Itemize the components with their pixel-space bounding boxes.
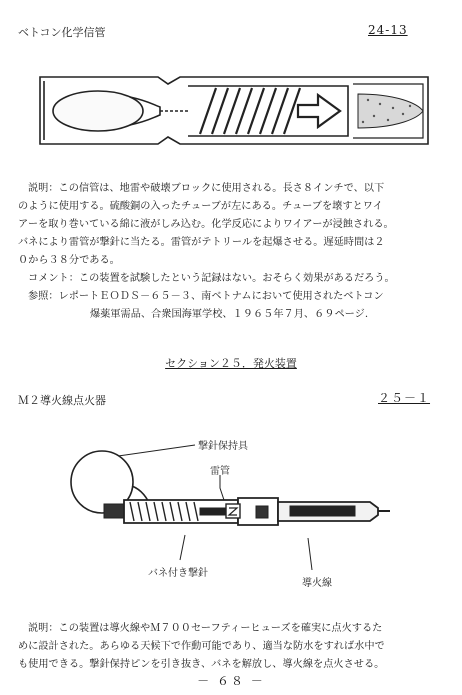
chemical-fuse-diagram bbox=[18, 64, 438, 159]
comment-line: コメント：この装置を試験したという記録はない。おそらく効果があるだろう。 bbox=[28, 273, 395, 284]
description-line: ０から３８分である。 bbox=[18, 255, 120, 266]
item-title: Ｍ２導火線点火器 bbox=[18, 394, 106, 407]
description-line: アーを取り巻いている綿に液がしみ込む。化学反応によりワイアーが浸蝕される。 bbox=[18, 219, 394, 230]
label-fuse: 導火線 bbox=[302, 578, 332, 589]
item-number: ２５－１ bbox=[378, 391, 431, 405]
description-line: 説明：この信管は、地雷や破壊ブロックに使用される。長さ８インチで、以下 bbox=[28, 183, 385, 194]
section-heading bbox=[0, 355, 462, 371]
description-line: めに設計された。あらゆる天候下で作動可能であり、適当な防水をすれば水中で bbox=[18, 641, 385, 652]
reference-line: 参照：レポートＥＯＤＳ－６５－３、南ベトナムにおいて使用されたベトコン bbox=[28, 291, 384, 302]
description-block-2 bbox=[18, 620, 448, 674]
section-heading-text: セクション２５．発火装置 bbox=[165, 357, 297, 370]
description-line: 説明：この装置は導火線やＭ７００セーフティーヒューズを確実に点火するた bbox=[28, 623, 383, 634]
page-number: － ６８ － bbox=[197, 674, 265, 688]
label-striker-holder: 撃針保持具 bbox=[198, 441, 248, 452]
item-title: ベトコン化学信管 bbox=[18, 26, 106, 39]
description-line: も使用できる。撃針保持ピンを引き抜き、バネを解放し、導火線を点火させる。 bbox=[18, 659, 385, 670]
description-line: のように使用する。硫酸銅の入ったチューブが左にある。チューブを壊すとワイ bbox=[18, 201, 383, 212]
label-spring-striker: バネ付き撃針 bbox=[148, 568, 208, 579]
reference-line: 爆薬軍需品、合衆国海軍学校、１９６５年７月、６９ページ. bbox=[90, 309, 369, 320]
item-number: 24-13 bbox=[368, 23, 408, 37]
description-block-1 bbox=[18, 180, 448, 324]
description-line: バネにより雷管が撃針に当たる。雷管がテトリールを起爆させる。遅延時間は２ bbox=[18, 237, 385, 248]
label-detonator: 雷管 bbox=[210, 466, 230, 477]
